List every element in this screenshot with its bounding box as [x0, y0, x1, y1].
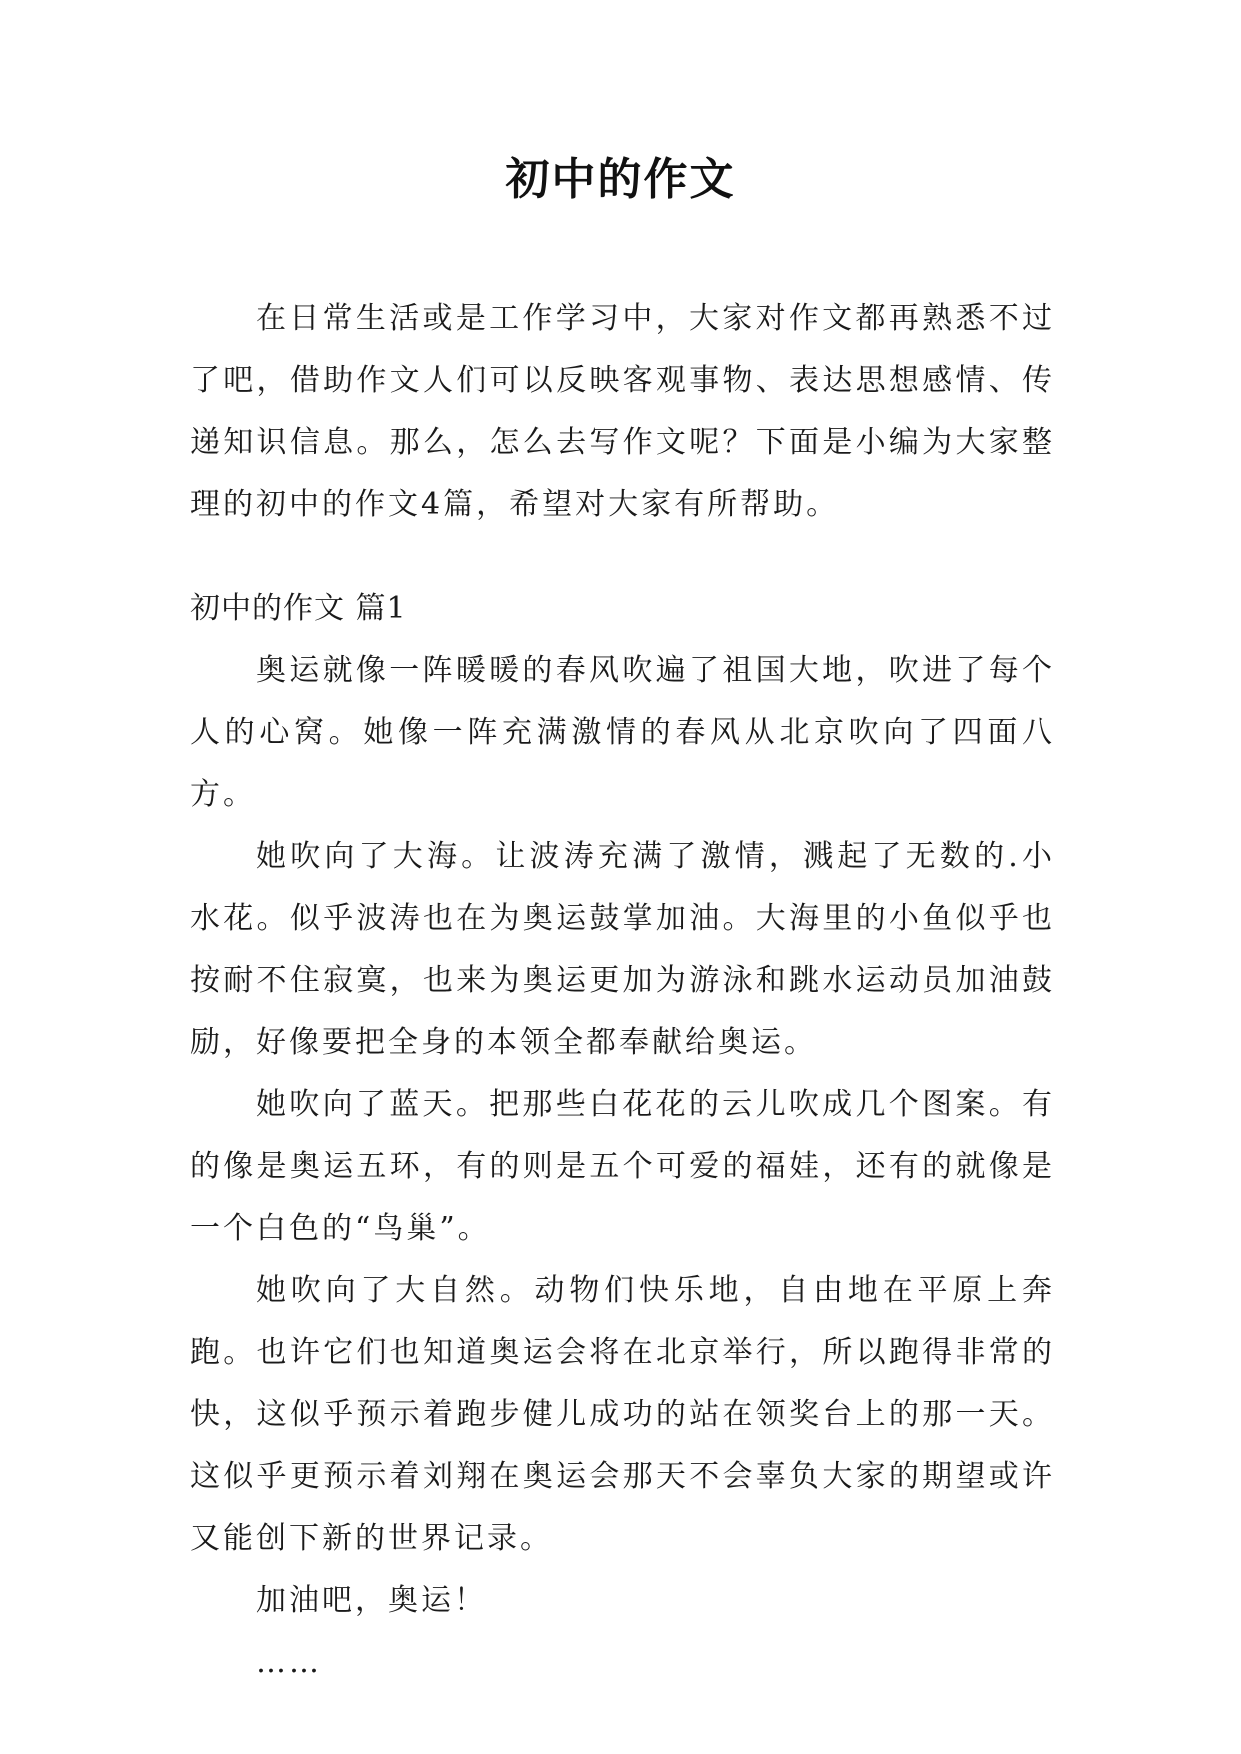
essay-paragraph: 她吹向了蓝天。把那些白花花的云儿吹成几个图案。有的像是奥运五环，有的则是五个可爱的福娃，还有的就像是一个白色的“鸟巢”。: [190, 1087, 1055, 1246]
intro-paragraph: 在日常生活或是工作学习中，大家对作文都再熟悉不过了吧，借助作文人们可以反映客观事物、表达思想感情、传递知识信息。那么，怎么去写作文呢？下面是小编为大家整理的初中的作文4篇，希望对大家有所帮助。: [190, 301, 1055, 522]
document-title: 初中的作文: [505, 154, 736, 205]
essay-paragraph: 她吹向了大海。让波涛充满了激情，溅起了无数的.小水花。似乎波涛也在为奥运鼓掌加油。大海里的小鱼似乎也按耐不住寂寞，也来为奥运更加为游泳和跳水运动员加油鼓励，好像要把全身的本领全都奉献给奥运。: [190, 839, 1055, 1060]
section-heading: 初中的作文 篇1: [190, 591, 407, 626]
ellipsis-paragraph: ……: [256, 1645, 322, 1680]
essay-paragraph: 奥运就像一阵暖暖的春风吹遍了祖国大地，吹进了每个人的心窝。她像一阵充满激情的春风从北京吹向了四面八方。: [190, 653, 1055, 812]
essay-paragraph: 加油吧，奥运！: [256, 1583, 487, 1618]
essay-paragraph: 她吹向了大自然。动物们快乐地，自由地在平原上奔跑。也许它们也知道奥运会将在北京举行，所以跑得非常的快，这似乎预示着跑步健儿成功的站在领奖台上的那一天。这似乎更预示着刘翔在奥运会那天不会辜负大家的期望或许又能创下新的世界记录。: [190, 1273, 1055, 1556]
essay-section: [190, 578, 1055, 1694]
